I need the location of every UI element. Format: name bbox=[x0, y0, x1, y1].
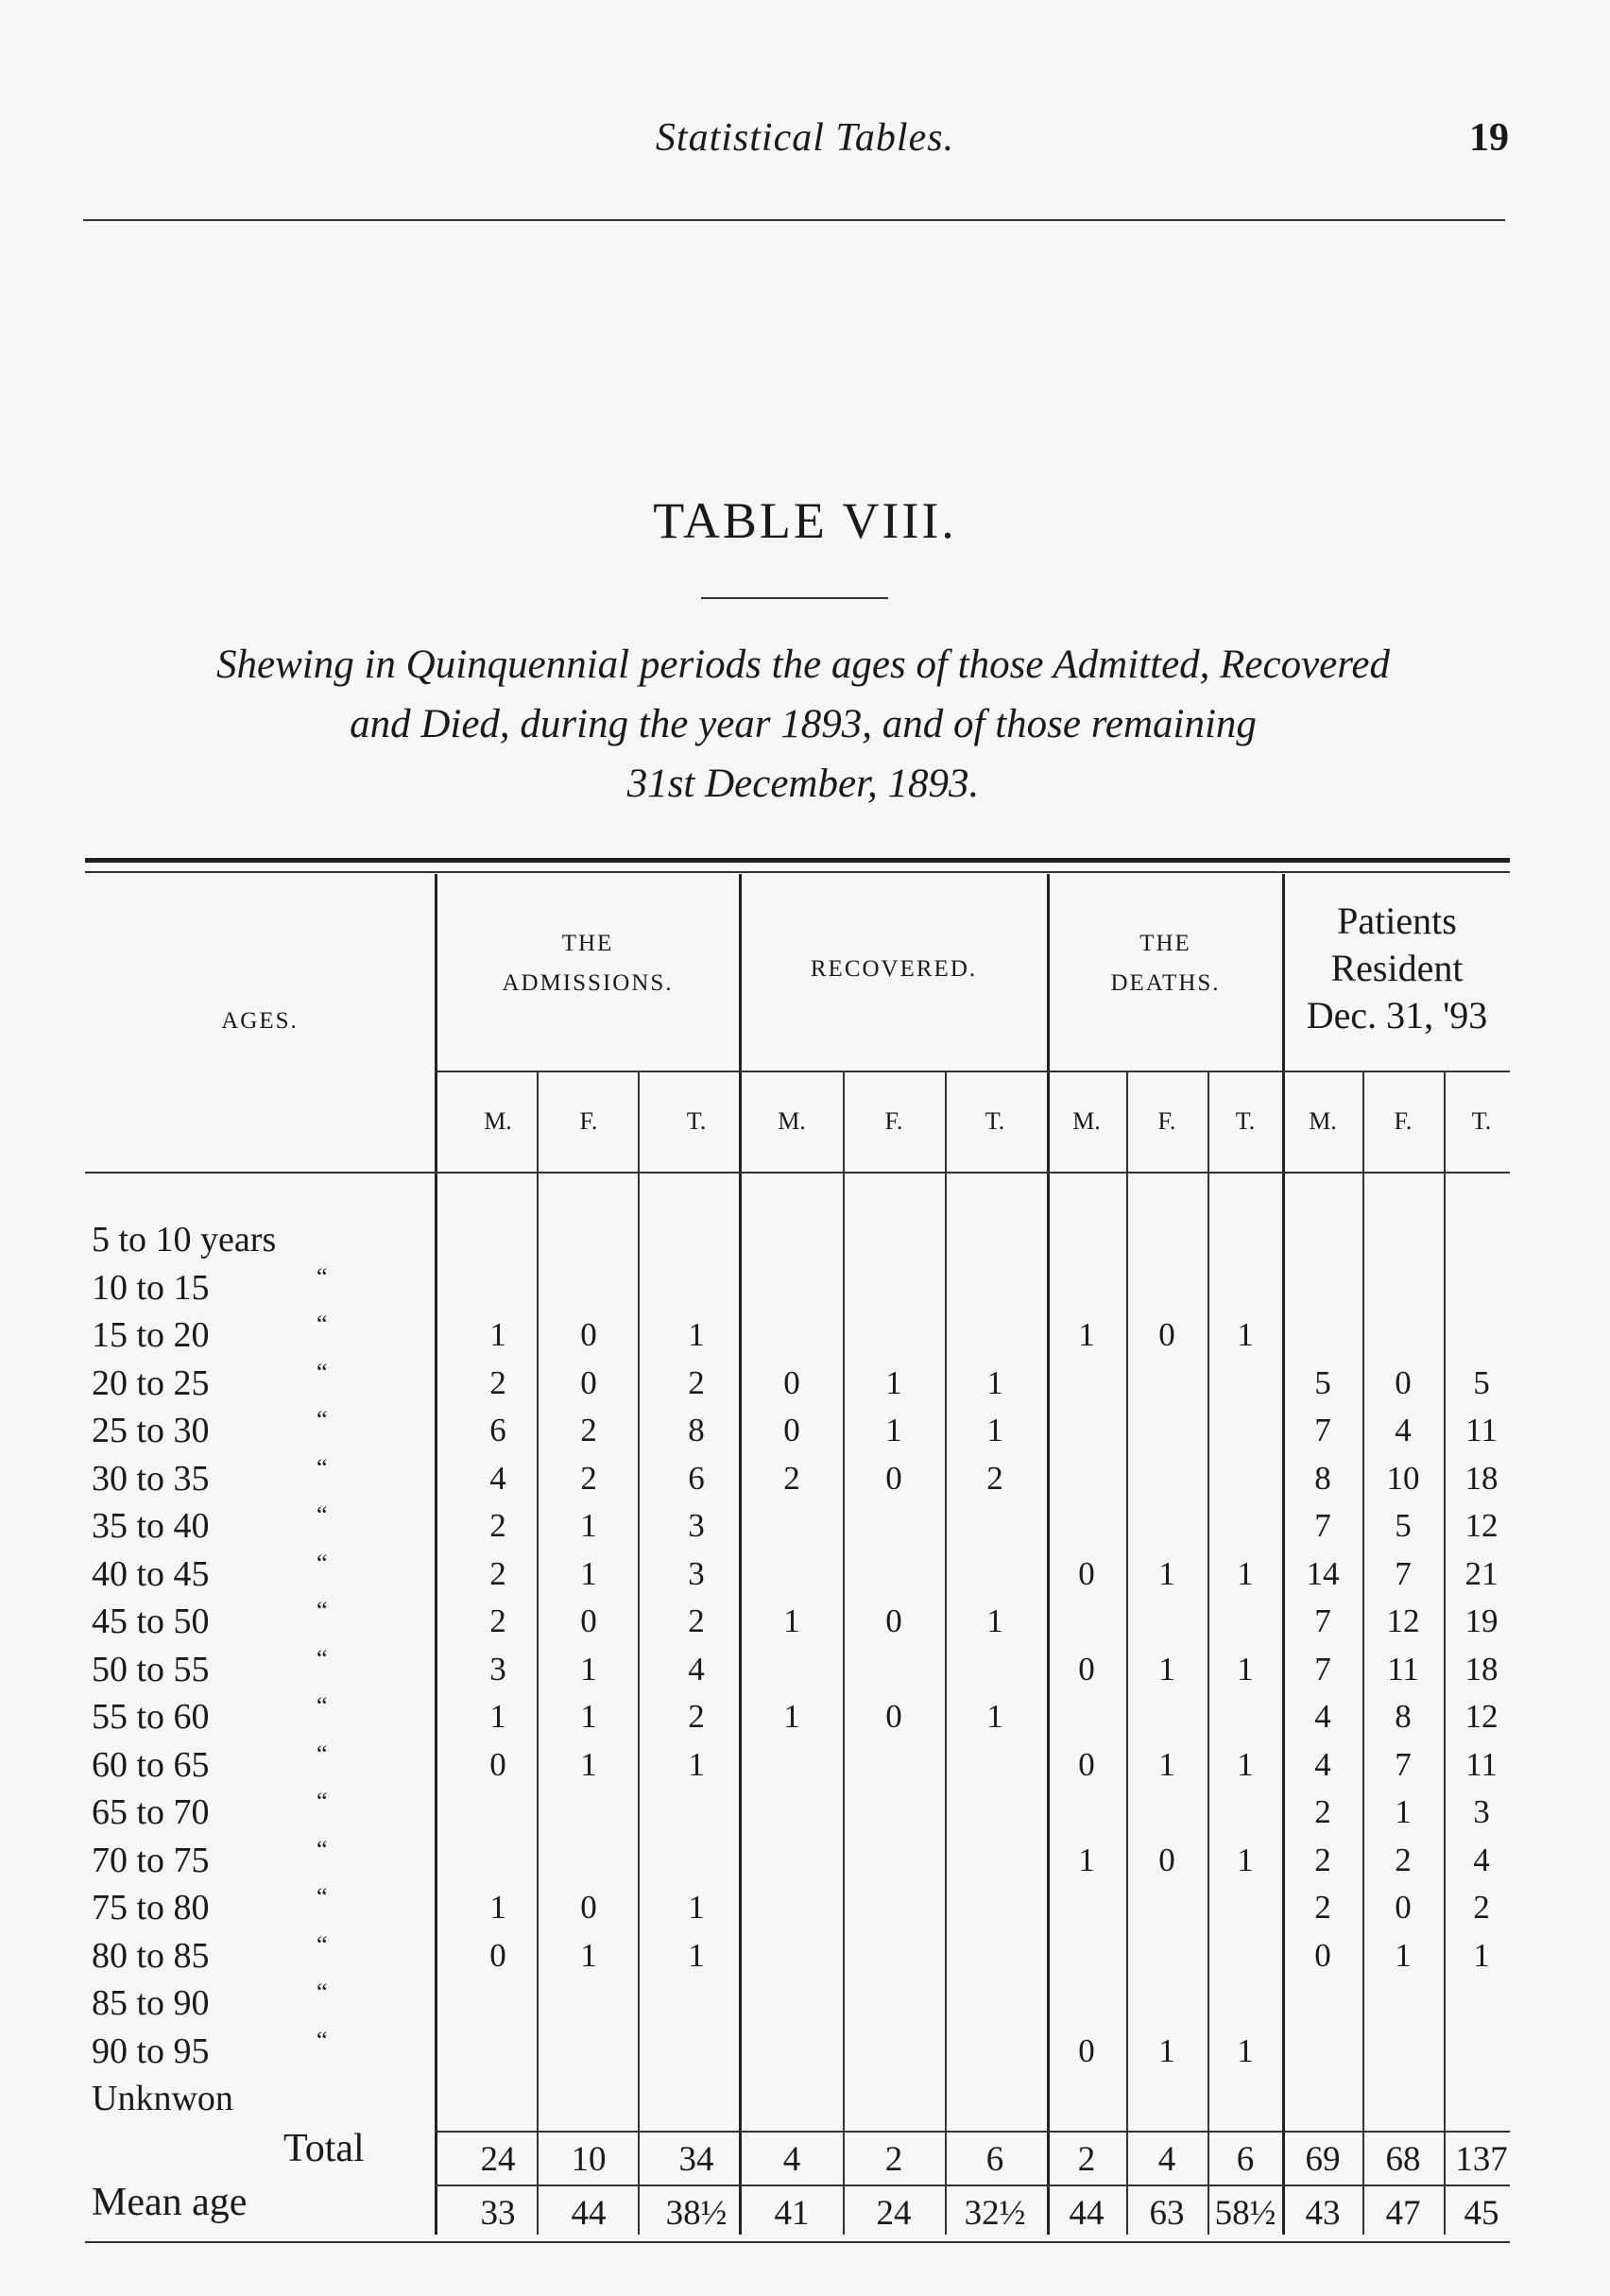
sub-column-header: F. bbox=[1157, 1107, 1176, 1135]
table-cell: 0 bbox=[580, 1316, 597, 1353]
table-cell: 0 bbox=[783, 1363, 800, 1401]
table-cell: 11 bbox=[1465, 1745, 1498, 1783]
table-cell: 0 bbox=[1158, 1841, 1175, 1878]
column-divider bbox=[537, 1072, 539, 2235]
table-cell: 18 bbox=[1464, 1650, 1499, 1688]
sub-column-header: T. bbox=[1235, 1107, 1256, 1135]
column-divider bbox=[1444, 1072, 1446, 2235]
table-cell: 7 bbox=[1314, 1412, 1331, 1448]
table-cell: 7 bbox=[1314, 1507, 1331, 1544]
age-range-label: 55 to 60 bbox=[92, 1697, 210, 1737]
column-divider bbox=[1126, 1072, 1128, 2235]
table-cell: 0 bbox=[489, 1745, 506, 1783]
mean-age-cell: 63 bbox=[1149, 2194, 1185, 2233]
table-cell: 4 bbox=[489, 1459, 506, 1497]
table-cell: 7 bbox=[1395, 1745, 1412, 1783]
table-cell: 12 bbox=[1464, 1698, 1499, 1735]
table-cell: 1 bbox=[1078, 1841, 1095, 1878]
sub-column-header: T. bbox=[985, 1107, 1005, 1135]
age-range-label: 90 to 95 bbox=[92, 2030, 210, 2071]
age-range-label: 35 to 40 bbox=[92, 1506, 210, 1546]
sub-column-header: M. bbox=[1072, 1107, 1101, 1135]
table-cell: 8 bbox=[1395, 1698, 1412, 1735]
table-cell: 0 bbox=[1158, 1316, 1175, 1353]
age-range-label: Unknwon bbox=[92, 2079, 233, 2118]
table-cell: 6 bbox=[489, 1412, 506, 1448]
table-cell: 0 bbox=[1078, 1554, 1095, 1592]
column-divider bbox=[638, 1072, 640, 2235]
column-divider bbox=[1362, 1072, 1364, 2235]
table-cell: 4 bbox=[1314, 1698, 1331, 1735]
age-range-label: 70 to 75 bbox=[92, 1840, 210, 1880]
table-cell: 7 bbox=[1395, 1554, 1412, 1592]
mean-age-cell: 44 bbox=[1069, 2194, 1105, 2233]
table-cell: 1 bbox=[1237, 1316, 1254, 1353]
table-cell: 1 bbox=[580, 1936, 597, 1974]
mean-age-cell: 32½ bbox=[964, 2194, 1026, 2233]
table-cell: 2 bbox=[688, 1602, 705, 1639]
table-cell: 1 bbox=[1473, 1936, 1490, 1974]
table-cell: 5 bbox=[1395, 1507, 1412, 1544]
total-cell: 10 bbox=[571, 2140, 607, 2179]
table-cell: 0 bbox=[1314, 1936, 1331, 1974]
table-cell: 1 bbox=[1237, 1554, 1254, 1592]
age-range-label: 30 to 35 bbox=[92, 1458, 210, 1499]
age-range-label: 65 to 70 bbox=[92, 1792, 210, 1832]
table-cell: 2 bbox=[489, 1507, 506, 1544]
subtitle-line-2: and Died, during the year 1893, and of those remaining bbox=[350, 702, 1257, 746]
table-cell: 5 bbox=[1314, 1363, 1331, 1401]
table-cell: 7 bbox=[1314, 1650, 1331, 1688]
table-cell: 2 bbox=[986, 1459, 1003, 1497]
total-cell: 24 bbox=[480, 2140, 516, 2179]
table-cell: 0 bbox=[885, 1459, 902, 1497]
table-cell: 2 bbox=[783, 1459, 800, 1497]
age-range-label: 20 to 25 bbox=[92, 1362, 210, 1403]
table-cell: 0 bbox=[580, 1889, 597, 1926]
table-cell: 1 bbox=[688, 1936, 705, 1974]
table-cell: 0 bbox=[489, 1936, 506, 1974]
mean-age-cell: 24 bbox=[876, 2194, 912, 2233]
mean-age-cell: 41 bbox=[774, 2194, 810, 2233]
age-range-label: 50 to 55 bbox=[92, 1649, 210, 1689]
total-cell: 6 bbox=[985, 2140, 1004, 2179]
total-cell: 2 bbox=[884, 2140, 903, 2179]
table-cell: 1 bbox=[986, 1698, 1003, 1735]
table-cell: 1 bbox=[1395, 1936, 1412, 1974]
total-top-rule bbox=[435, 2131, 1510, 2133]
table-cell: 2 bbox=[580, 1459, 597, 1497]
table-cell: 1 bbox=[1237, 1841, 1254, 1878]
table-cell: 1 bbox=[885, 1412, 902, 1448]
table-cell: 2 bbox=[489, 1602, 506, 1639]
table-cell: 1 bbox=[580, 1650, 597, 1688]
admissions-header: THE ADMISSIONS. bbox=[502, 931, 674, 996]
table-cell: 2 bbox=[489, 1363, 506, 1401]
mean-age-cell: 47 bbox=[1385, 2194, 1421, 2233]
age-range-label: 85 to 90 bbox=[92, 1983, 210, 2023]
mean-top-rule bbox=[435, 2185, 1510, 2186]
table-cell: 3 bbox=[489, 1650, 506, 1688]
table-cell: 3 bbox=[1473, 1793, 1490, 1830]
ditto-mark: “ bbox=[317, 1501, 328, 1529]
table-cell: 1 bbox=[580, 1507, 597, 1544]
table-cell: 2 bbox=[1473, 1889, 1490, 1926]
total-cell: 4 bbox=[782, 2140, 801, 2179]
ditto-mark: “ bbox=[317, 1262, 328, 1291]
deaths-header: THE DEATHS. bbox=[1110, 931, 1221, 996]
ditto-mark: “ bbox=[317, 1311, 328, 1338]
table-cell: 1 bbox=[885, 1363, 902, 1401]
age-range-label: 45 to 50 bbox=[92, 1602, 210, 1641]
sub-column-header: F. bbox=[1394, 1107, 1413, 1135]
sub-column-header: M. bbox=[1309, 1107, 1337, 1135]
total-cell: 6 bbox=[1236, 2140, 1255, 2179]
ditto-mark: “ bbox=[317, 2026, 328, 2054]
table-cell: 2 bbox=[1314, 1889, 1331, 1926]
ages-header: AGES. bbox=[221, 1008, 299, 1034]
column-divider bbox=[435, 874, 437, 2235]
ditto-mark: “ bbox=[317, 1979, 328, 2006]
table-cell: 0 bbox=[1395, 1889, 1412, 1926]
table-cell: 1 bbox=[986, 1363, 1003, 1401]
table-cell: 3 bbox=[688, 1507, 705, 1544]
total-cell: 4 bbox=[1157, 2140, 1176, 2179]
table-cell: 1 bbox=[1237, 2031, 1254, 2069]
table-cell: 0 bbox=[1395, 1363, 1412, 1401]
table-cell: 2 bbox=[580, 1412, 597, 1448]
sub-column-header: T. bbox=[686, 1107, 707, 1135]
table-cell: 12 bbox=[1464, 1507, 1499, 1544]
table-subtitle bbox=[76, 635, 1531, 814]
table-cell: 2 bbox=[688, 1698, 705, 1735]
total-cell: 34 bbox=[678, 2140, 714, 2179]
ditto-mark: “ bbox=[317, 1644, 328, 1672]
ditto-mark: “ bbox=[317, 1406, 328, 1433]
mean-age-cell: 44 bbox=[571, 2194, 607, 2233]
column-divider bbox=[1208, 1072, 1209, 2235]
header-bottom-rule bbox=[85, 1172, 1510, 1174]
column-divider bbox=[1047, 874, 1050, 2235]
ditto-mark: “ bbox=[317, 1549, 328, 1577]
table-cell: 4 bbox=[688, 1650, 705, 1688]
sub-column-header: M. bbox=[778, 1107, 806, 1135]
mean-age-label: Mean age bbox=[92, 2181, 248, 2224]
table-cell: 2 bbox=[489, 1554, 506, 1592]
ditto-mark: “ bbox=[317, 1930, 328, 1959]
mean-age-cell: 43 bbox=[1305, 2194, 1341, 2233]
table-cell: 7 bbox=[1314, 1602, 1331, 1639]
title-rule bbox=[701, 597, 888, 599]
ditto-mark: “ bbox=[317, 1883, 328, 1910]
recovered-header: RECOVERED. bbox=[810, 956, 978, 982]
header-group-rule bbox=[435, 1071, 1510, 1072]
table-cell: 0 bbox=[783, 1412, 800, 1448]
table-cell: 0 bbox=[885, 1698, 902, 1735]
total-label: Total bbox=[283, 2127, 365, 2170]
table-cell: 14 bbox=[1306, 1554, 1340, 1592]
column-divider bbox=[843, 1072, 845, 2235]
mean-age-cell: 38½ bbox=[665, 2194, 728, 2233]
table-cell: 1 bbox=[986, 1602, 1003, 1639]
total-cell: 69 bbox=[1305, 2140, 1341, 2179]
table-cell: 1 bbox=[1158, 1650, 1175, 1688]
table-cell: 19 bbox=[1464, 1602, 1499, 1639]
age-range-label: 40 to 45 bbox=[92, 1553, 210, 1594]
subtitle-line-3: 31st December, 1893. bbox=[626, 762, 980, 806]
column-divider bbox=[739, 874, 742, 2235]
table-cell: 8 bbox=[688, 1412, 705, 1448]
table-cell: 0 bbox=[1078, 2031, 1095, 2069]
table-cell: 1 bbox=[1158, 1554, 1175, 1592]
table-cell: 11 bbox=[1387, 1650, 1419, 1688]
table-cell: 2 bbox=[1314, 1793, 1331, 1830]
column-divider bbox=[1282, 874, 1285, 2235]
table-title: TABLE VIII. bbox=[653, 492, 957, 549]
table-cell: 1 bbox=[1237, 1745, 1254, 1783]
table-cell: 1 bbox=[986, 1412, 1003, 1448]
table-cell: 1 bbox=[688, 1745, 705, 1783]
sub-column-header: F. bbox=[884, 1107, 903, 1135]
ditto-mark: “ bbox=[317, 1358, 328, 1386]
table-cell: 21 bbox=[1464, 1554, 1499, 1592]
table-cell: 1 bbox=[1158, 1745, 1175, 1783]
table-cell: 1 bbox=[580, 1698, 597, 1735]
table-cell: 1 bbox=[580, 1745, 597, 1783]
ditto-mark: “ bbox=[317, 1739, 328, 1768]
total-cell: 68 bbox=[1385, 2140, 1421, 2179]
page-header-title: Statistical Tables. bbox=[655, 116, 955, 160]
ditto-mark: “ bbox=[317, 1597, 328, 1624]
sub-column-header: T. bbox=[1471, 1107, 1492, 1135]
table-cell: 1 bbox=[1158, 2031, 1175, 2069]
table-cell: 1 bbox=[1078, 1316, 1095, 1353]
table-cell: 10 bbox=[1386, 1459, 1420, 1497]
table-cell: 1 bbox=[489, 1698, 506, 1735]
table-cell: 2 bbox=[1314, 1841, 1331, 1878]
table-cell: 11 bbox=[1465, 1412, 1498, 1448]
mean-age-cell: 58½ bbox=[1214, 2194, 1276, 2233]
table-cell: 0 bbox=[885, 1602, 902, 1639]
table-cell: 2 bbox=[688, 1363, 705, 1401]
table-cell: 1 bbox=[1395, 1793, 1412, 1830]
sub-column-header: M. bbox=[484, 1107, 512, 1135]
ditto-mark: “ bbox=[317, 1453, 328, 1482]
mean-age-cell: 45 bbox=[1464, 2194, 1499, 2233]
table-bottom-rule bbox=[85, 2241, 1510, 2243]
total-cell: 137 bbox=[1455, 2140, 1508, 2179]
age-range-label: 60 to 65 bbox=[92, 1744, 210, 1785]
table-top-rule-thin bbox=[85, 871, 1510, 873]
page-number: 19 bbox=[1469, 116, 1509, 160]
ditto-mark: “ bbox=[317, 1835, 328, 1863]
table-cell: 6 bbox=[688, 1459, 705, 1497]
table-cell: 8 bbox=[1314, 1459, 1331, 1497]
table-cell: 1 bbox=[1237, 1650, 1254, 1688]
resident-header: Patients Resident Dec. 31, '93 bbox=[1306, 900, 1488, 1037]
table-top-rule-thick bbox=[85, 858, 1510, 863]
table-cell: 0 bbox=[1078, 1650, 1095, 1688]
age-range-label: 5 to 10 years bbox=[92, 1220, 277, 1259]
column-divider bbox=[945, 1072, 947, 2235]
table-cell: 5 bbox=[1473, 1363, 1490, 1401]
table-cell: 1 bbox=[489, 1316, 506, 1353]
table-cell: 1 bbox=[489, 1889, 506, 1926]
table-cell: 1 bbox=[783, 1602, 800, 1639]
table-cell: 12 bbox=[1386, 1602, 1420, 1639]
sub-column-header: F. bbox=[579, 1107, 598, 1135]
age-range-label: 80 to 85 bbox=[92, 1935, 210, 1976]
ditto-mark: “ bbox=[317, 1692, 328, 1720]
table-cell: 2 bbox=[1395, 1841, 1412, 1878]
table-cell: 1 bbox=[688, 1316, 705, 1353]
table-cell: 4 bbox=[1395, 1412, 1412, 1448]
table-cell: 0 bbox=[580, 1602, 597, 1639]
ditto-mark: “ bbox=[317, 1788, 328, 1815]
age-range-label: 10 to 15 bbox=[92, 1267, 210, 1308]
table-cell: 1 bbox=[688, 1889, 705, 1926]
header-rule bbox=[83, 219, 1505, 221]
subtitle-line-1: Shewing in Quinquennial periods the ages of those Admitted, Recovered bbox=[215, 643, 1390, 687]
table-cell: 18 bbox=[1464, 1459, 1499, 1497]
table-cell: 0 bbox=[1078, 1745, 1095, 1783]
table-cell: 3 bbox=[688, 1554, 705, 1592]
table-cell: 4 bbox=[1473, 1841, 1490, 1878]
mean-age-cell: 33 bbox=[480, 2194, 516, 2233]
age-range-label: 15 to 20 bbox=[92, 1315, 210, 1355]
table-cell: 1 bbox=[783, 1698, 800, 1735]
table-cell: 1 bbox=[580, 1554, 597, 1592]
total-cell: 2 bbox=[1077, 2140, 1096, 2179]
table-cell: 0 bbox=[580, 1363, 597, 1401]
age-range-label: 75 to 80 bbox=[92, 1888, 210, 1928]
table-cell: 4 bbox=[1314, 1745, 1331, 1783]
age-range-label: 25 to 30 bbox=[92, 1411, 210, 1450]
